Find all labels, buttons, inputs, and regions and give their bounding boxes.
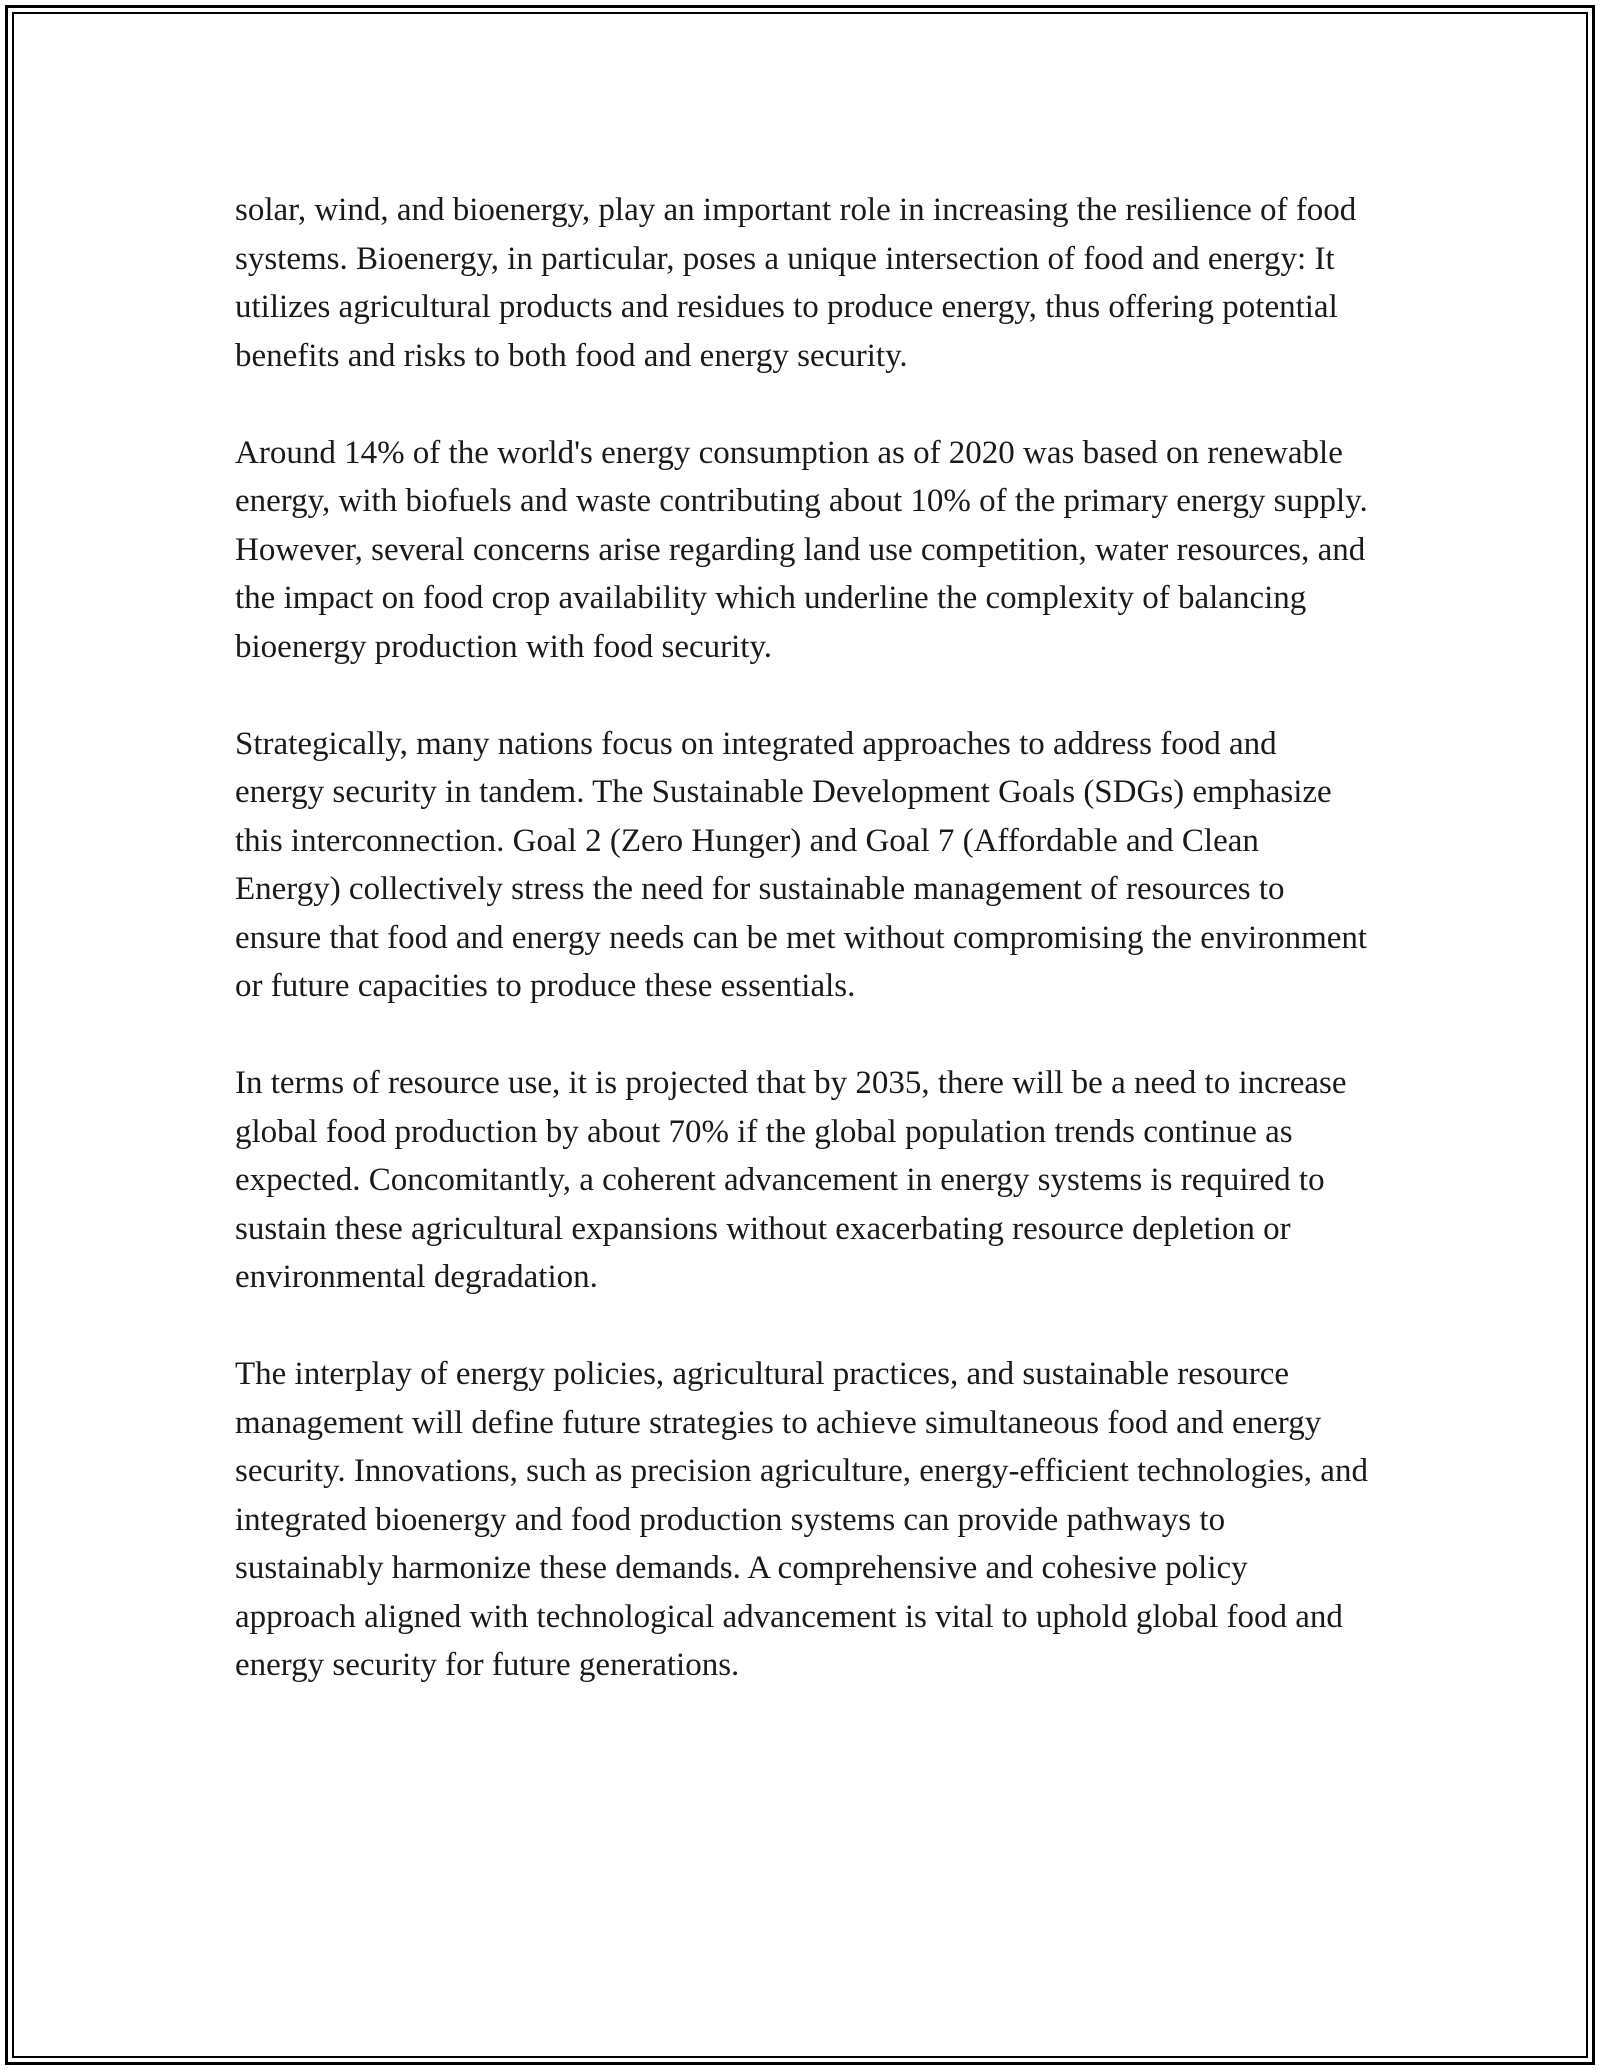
document-body: [235, 186, 1370, 1690]
paragraph-3: Strategically, many nations focus on integrated approaches to address food and energy security in tandem. The Sustainable Development Goals (SDGs) emphasize this interconnection. Goal 2 (Zero Hunger) and Goal 7 (Affordable and Clean Energy) collectively stress the need for sustainable management of resources to ensure that food and energy needs can be met without compromising the environment or future capacities to produce these essentials.: [235, 725, 1368, 1004]
paragraph-2: Around 14% of the world's energy consumption as of 2020 was based on renewable energy, with biofuels and waste contributing about 10% of the primary energy supply. However, several concerns arise regarding land use competition, water resources, and the impact on food crop availability which underline the complexity of balancing bioenergy production with food security.: [235, 434, 1368, 665]
paragraph-5: The interplay of energy policies, agricultural practices, and sustainable resource management will define future strategies to achieve simultaneous food and energy security. Innovations, such as precision agriculture, energy-efficient technologies, and integrated bioenergy and food production systems can provide pathways to sustainably harmonize these demands. A comprehensive and cohesive policy approach aligned with technological advancement is vital to uphold global food and energy security for future generations.: [235, 1356, 1368, 1683]
paragraph-4: In terms of resource use, it is projected that by 2035, there will be a need to increase global food production by about 70% if the global population trends continue as expected. Concomitantly, a coherent advancement in energy systems is required to sustain these agricultural expansions without exacerbating resource depletion or environmental degradation.: [235, 1065, 1347, 1295]
paragraph-1: solar, wind, and bioenergy, play an important role in increasing the resilience of food systems. Bioenergy, in particular, poses a unique intersection of food and energy: It utilizes agricultural products and residues to produce energy, thus offering potential benefits and risks to both food and energy security.: [235, 192, 1357, 374]
